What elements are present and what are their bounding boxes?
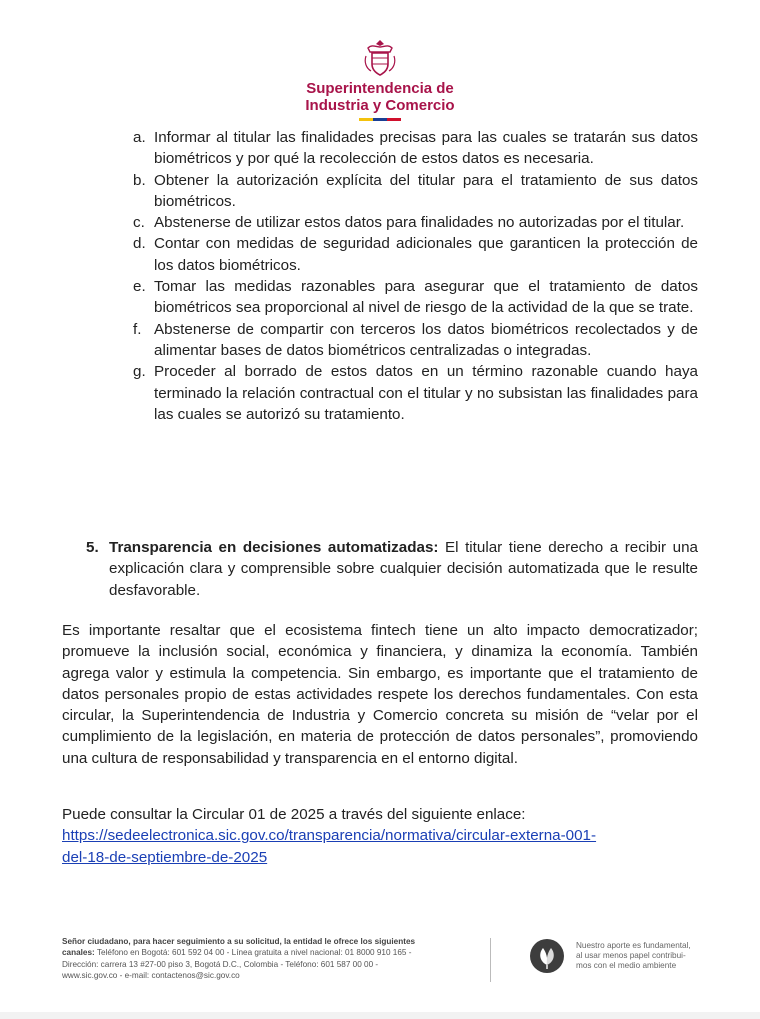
body-paragraph: Es importante resaltar que el ecosistema fintech tiene un alto impacto democratizador; promueve la inclusión social, económica y financiera, y dinamiza la economía. También agrega valor y estimula la competencia. Sin embargo, es importante que el tratamiento de datos personales propio de estas actividades respete los derechos fundamentales. Con esta circular, la Superintendencia de Industria y Comercio concreta su misión de “velar por el cumplimiento de la legislación, en materia de protección de datos personales”, promoviendo una cultura de responsabilidad y transparencia en el entorno digital. <box>62 622 698 767</box>
list-item <box>130 212 698 233</box>
footer-divider <box>490 938 491 982</box>
contact-info <box>62 936 490 982</box>
point-number: 5. <box>86 539 99 556</box>
flag-stripe-yellow <box>359 118 373 121</box>
page-footer <box>62 936 702 984</box>
footer-line: Teléfono en Bogotá: 601 592 04 00 - Línea gratuita a nivel nacional: 01 8000 910 165 - <box>96 948 412 958</box>
list-marker: a. <box>133 129 146 146</box>
list-item-text: Tomar las medidas razonables para asegurar que el tratamiento de datos biométricos sea proporcional al nivel de riesgo de la actividad de la que se trate. <box>154 278 698 317</box>
circular-link[interactable] <box>62 827 596 865</box>
eco-line: mos con el medio ambiente <box>576 961 677 971</box>
list-item-text: Abstenerse de utilizar estos datos para finalidades no autorizadas por el titular. <box>154 214 685 232</box>
eco-line: Nuestro aporte es fundamental, <box>576 941 691 950</box>
link-text: del-18-de-septiembre-de-2025 <box>62 848 268 866</box>
list-item <box>130 361 698 425</box>
flag-stripe-blue <box>373 118 387 121</box>
numbered-point <box>86 537 698 601</box>
eco-message <box>576 941 706 972</box>
list-item <box>130 170 698 213</box>
coat-of-arms-icon <box>362 38 398 78</box>
list-item-text: Contar con medidas de seguridad adicionales que garanticen la protección de los datos biométricos. <box>154 235 698 274</box>
footer-label: canales: <box>62 948 95 958</box>
list-item-text: Informar al titular las finalidades precisas para las cuales se tratarán sus datos biométricos y por qué la recolección de estos datos es necesaria. <box>154 129 698 168</box>
consult-text: Puede consultar la Circular 01 de 2025 a través del siguiente enlace: <box>62 806 526 823</box>
list-item-text: Obtener la autorización explícita del titular para el tratamiento de sus datos biométricos. <box>154 171 698 210</box>
list-marker: f. <box>133 320 142 338</box>
organization-name <box>0 80 760 114</box>
point-text: El titular tiene derecho a recibir una explicación clara y comprensible sobre cualquier decisión automatizada que le resulte desfavorable. <box>109 539 698 599</box>
org-name-line: Superintendencia de <box>306 80 454 97</box>
list-marker: c. <box>133 214 145 232</box>
biometric-obligations-list <box>130 127 698 425</box>
link-text: https://sedeelectronica.sic.gov.co/transparencia/normativa/circular-externa-001- <box>62 827 597 845</box>
point-title: Transparencia en decisiones automatizadas: <box>109 539 439 556</box>
list-item <box>130 319 698 362</box>
list-item <box>130 276 698 319</box>
flag-bar <box>359 118 401 121</box>
org-name-line: Industria y Comercio <box>305 97 455 114</box>
footer-line: Dirección: carrera 13 #27-00 piso 3, Bogotá D.C., Colombia - Teléfono: 601 587 00 00 - <box>62 959 379 969</box>
letterhead <box>0 38 760 121</box>
list-marker: e. <box>133 278 146 296</box>
list-marker: d. <box>133 235 146 253</box>
eco-leaf-icon <box>529 938 565 974</box>
point-body <box>109 537 698 601</box>
footer-line: www.sic.gov.co - e-mail: contactenos@sic.gov.co <box>62 971 240 981</box>
list-item <box>130 127 698 170</box>
list-item-text: Proceder al borrado de estos datos en un término razonable cuando haya terminado la relación contractual con el titular y no subsistan las finalidades para las cuales se autorizó su tratamiento. <box>154 363 698 423</box>
list-marker: g. <box>133 363 146 381</box>
eco-line: al usar menos papel contribui- <box>576 951 686 961</box>
list-item <box>130 233 698 276</box>
consult-paragraph <box>62 804 698 868</box>
list-marker: b. <box>133 171 146 189</box>
flag-stripe-red <box>387 118 401 121</box>
list-item-text: Abstenerse de compartir con terceros los datos biométricos recolectados y de alimentar bases de datos biométricos centralizadas o integradas. <box>154 320 698 359</box>
footer-line: Señor ciudadano, para hacer seguimiento a su solicitud, la entidad le ofrece los siguientes <box>62 937 416 946</box>
